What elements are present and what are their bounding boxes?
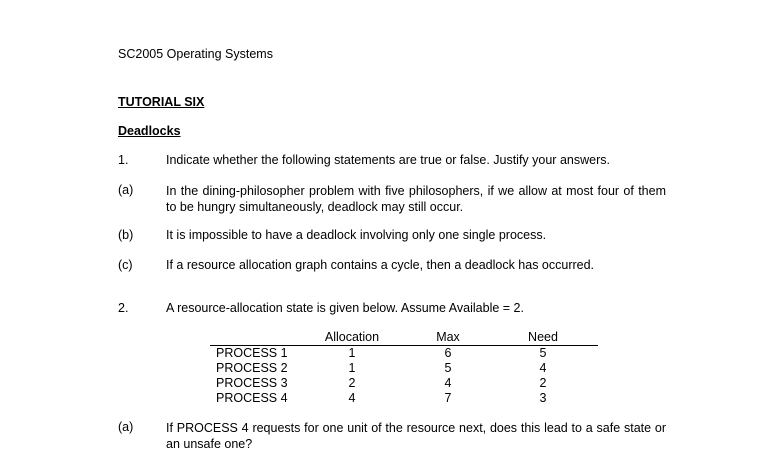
allocation-value: 1 — [348, 361, 356, 375]
q1-part-b-text: It is impossible to have a deadlock involving only one single process. — [166, 228, 547, 242]
table-row — [210, 376, 598, 391]
header-need: Need — [488, 330, 598, 346]
process-name: PROCESS 3 — [216, 376, 288, 390]
question-1-number: 1. — [118, 153, 129, 167]
max-value: 7 — [444, 391, 452, 405]
question-2-prompt: A resource-allocation state is given below. Assume Available = 2. — [166, 301, 524, 315]
header-allocation: Allocation — [296, 330, 408, 346]
question-2-number: 2. — [118, 301, 129, 315]
header-process — [210, 330, 296, 346]
max-value: 5 — [444, 361, 452, 375]
need-value: 2 — [539, 376, 547, 390]
process-name: PROCESS 2 — [216, 361, 288, 375]
process-name: PROCESS 1 — [216, 346, 288, 360]
header-max: Max — [408, 330, 488, 346]
need-value: 4 — [539, 361, 547, 375]
q2-part-a-label: (a) — [118, 420, 134, 434]
course-header: SC2005 Operating Systems — [118, 47, 273, 61]
need-value: 5 — [539, 346, 547, 360]
resource-allocation-table — [210, 330, 598, 406]
table-row — [210, 361, 598, 376]
q1-part-a-text: In the dining-philosopher problem with five philosophers, if we allow at most four of them to be hungry simultaneously, deadlock may still occur. — [166, 184, 666, 214]
table-header-row — [210, 330, 598, 346]
q1-part-b-label: (b) — [118, 228, 134, 242]
table-row — [210, 391, 598, 406]
need-value: 3 — [539, 391, 547, 405]
allocation-value: 1 — [348, 346, 356, 360]
q1-part-a-label: (a) — [118, 183, 134, 197]
q1-part-c-text: If a resource allocation graph contains a cycle, then a deadlock has occurred. — [166, 258, 595, 272]
process-name: PROCESS 4 — [216, 391, 288, 405]
max-value: 6 — [444, 346, 452, 360]
max-value: 4 — [444, 376, 452, 390]
question-1-prompt: Indicate whether the following statements are true or false. Justify your answers. — [166, 153, 610, 167]
section-heading: Deadlocks — [118, 124, 181, 138]
allocation-value: 2 — [348, 376, 356, 390]
q1-part-c-label: (c) — [118, 258, 133, 272]
q2-part-a-text: If PROCESS 4 requests for one unit of the resource next, does this lead to a safe state or an unsafe one? — [166, 421, 666, 451]
allocation-value: 4 — [348, 391, 356, 405]
tutorial-title: TUTORIAL SIX — [118, 95, 205, 109]
table-row — [210, 346, 598, 362]
